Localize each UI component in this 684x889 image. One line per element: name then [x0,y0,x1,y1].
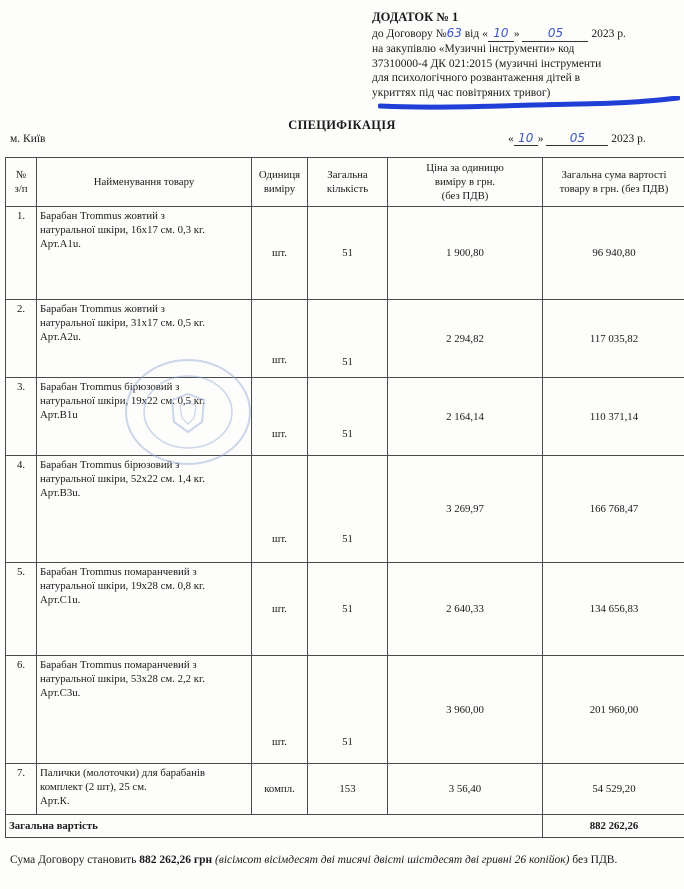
addendum-title: ДОДАТОК № 1 [372,10,459,24]
row-name: Барабан Trommus жовтий з натуральної шкіри, 16х17 см. 0,3 кг. Арт.А1u. [37,207,252,300]
addendum-month: 05 [547,25,564,40]
header-qty: Загальна кількість [308,158,388,207]
spec-date: « 10 » 05 2023 р. [508,131,646,145]
row-price: 3 960,00 [388,656,543,764]
header-price: Ціна за одиницю виміру в грн. (без ПДВ) [388,158,543,207]
table-row [6,378,684,456]
table-row [6,207,684,300]
row-num: 2. [6,300,37,378]
table-row [6,656,684,764]
row-unit: шт. [252,456,308,563]
contract-sum-text: Сума Договору становить 882 262,26 грн (вісімсот вісімдесят дві тисячі двісті шістдесят дві гривні 26 копійок) без ПДВ. [10,854,618,866]
header-unit: Одиниця виміру [252,158,308,207]
contract-sum-amount: 882 262,26 грн [139,854,213,866]
addendum-contract-line: до Договору №63 від « 10 » 05 2023 р. [372,26,672,43]
spec-month: 05 [569,131,586,145]
row-qty: 153 [308,764,388,815]
row-name: Барабан Trommus помаранчевий з натуральної шкіри, 53х28 см. 2,2 кг. Арт.С3u. [37,656,252,764]
row-price: 2 164,14 [388,378,543,456]
header-num: № з/п [6,158,37,207]
row-price: 3 56,40 [388,764,543,815]
header-total: Загальна сума вартості товару в грн. (без ПДВ) [543,158,684,207]
row-qty: 51 [308,300,388,378]
row-unit: компл. [252,764,308,815]
row-qty: 51 [308,456,388,563]
row-unit: шт. [252,378,308,456]
spec-title: СПЕЦИФІКАЦІЯ [288,118,396,132]
spec-year: 2023 р. [611,133,646,145]
row-unit: шт. [252,300,308,378]
contract-sum-words: (вісімсот вісімдесят дві тисячі двісті шістдесят дві гривні 26 копійок) [215,854,570,866]
row-qty: 51 [308,563,388,656]
grand-total-value: 882 262,26 [543,815,684,838]
row-name: Барабан Trommus помаранчевий з натуральної шкіри, 19х28 см. 0,8 кг. Арт.С1u. [37,563,252,656]
table-row [6,456,684,563]
row-num: 6. [6,656,37,764]
row-unit: шт. [252,207,308,300]
row-unit: шт. [252,563,308,656]
table-header-row [6,158,684,207]
row-total: 110 371,14 [543,378,684,456]
addendum-header: ДОДАТОК № 1 до Договору №63 від « 10 » 05 2023 р. на закупівлю «Музичні інструменти» код 37310000-4 ДК 021:2015 (музичні інструменти для психологічного розвантаження дітей в укриттях під час повітряних тривог) [372,10,672,100]
row-total: 166 768,47 [543,456,684,563]
addendum-day: 10 [493,25,509,40]
row-total: 96 940,80 [543,207,684,300]
grand-total-label: Загальна вартість [6,815,543,838]
row-qty: 51 [308,656,388,764]
row-num: 1. [6,207,37,300]
marker-underline [378,96,680,114]
table-row [6,764,684,815]
row-price: 2 640,33 [388,563,543,656]
row-qty: 51 [308,378,388,456]
city: м. Київ [10,133,46,145]
table-row [6,563,684,656]
row-num: 3. [6,378,37,456]
row-name: Барабан Trommus бірюзовий з натуральної шкіри, 19х22 см. 0,5 кг. Арт.В1u [37,378,252,456]
table-row [6,300,684,378]
spec-day: 10 [518,131,534,145]
row-price: 1 900,80 [388,207,543,300]
specification-table [5,157,684,838]
row-total: 134 656,83 [543,563,684,656]
row-price: 3 269,97 [388,456,543,563]
row-total: 117 035,82 [543,300,684,378]
addendum-year: 2023 р. [591,27,626,40]
row-name: Барабан Trommus жовтий з натуральної шкіри, 31х17 см. 0,5 кг. Арт.А2u. [37,300,252,378]
row-num: 5. [6,563,37,656]
row-name: Барабан Trommus бірюзовий з натуральної шкіри, 52х22 см. 1,4 кг. Арт.В3u. [37,456,252,563]
contract-number: 63 [446,25,462,40]
row-qty: 51 [308,207,388,300]
row-name: Палички (молоточки) для барабанів комплект (2 шт), 25 см. Арт.К. [37,764,252,815]
grand-total-row [6,815,684,838]
header-name: Найменування товару [37,158,252,207]
row-price: 2 294,82 [388,300,543,378]
row-num: 7. [6,764,37,815]
row-unit: шт. [252,656,308,764]
row-num: 4. [6,456,37,563]
row-total: 54 529,20 [543,764,684,815]
row-total: 201 960,00 [543,656,684,764]
